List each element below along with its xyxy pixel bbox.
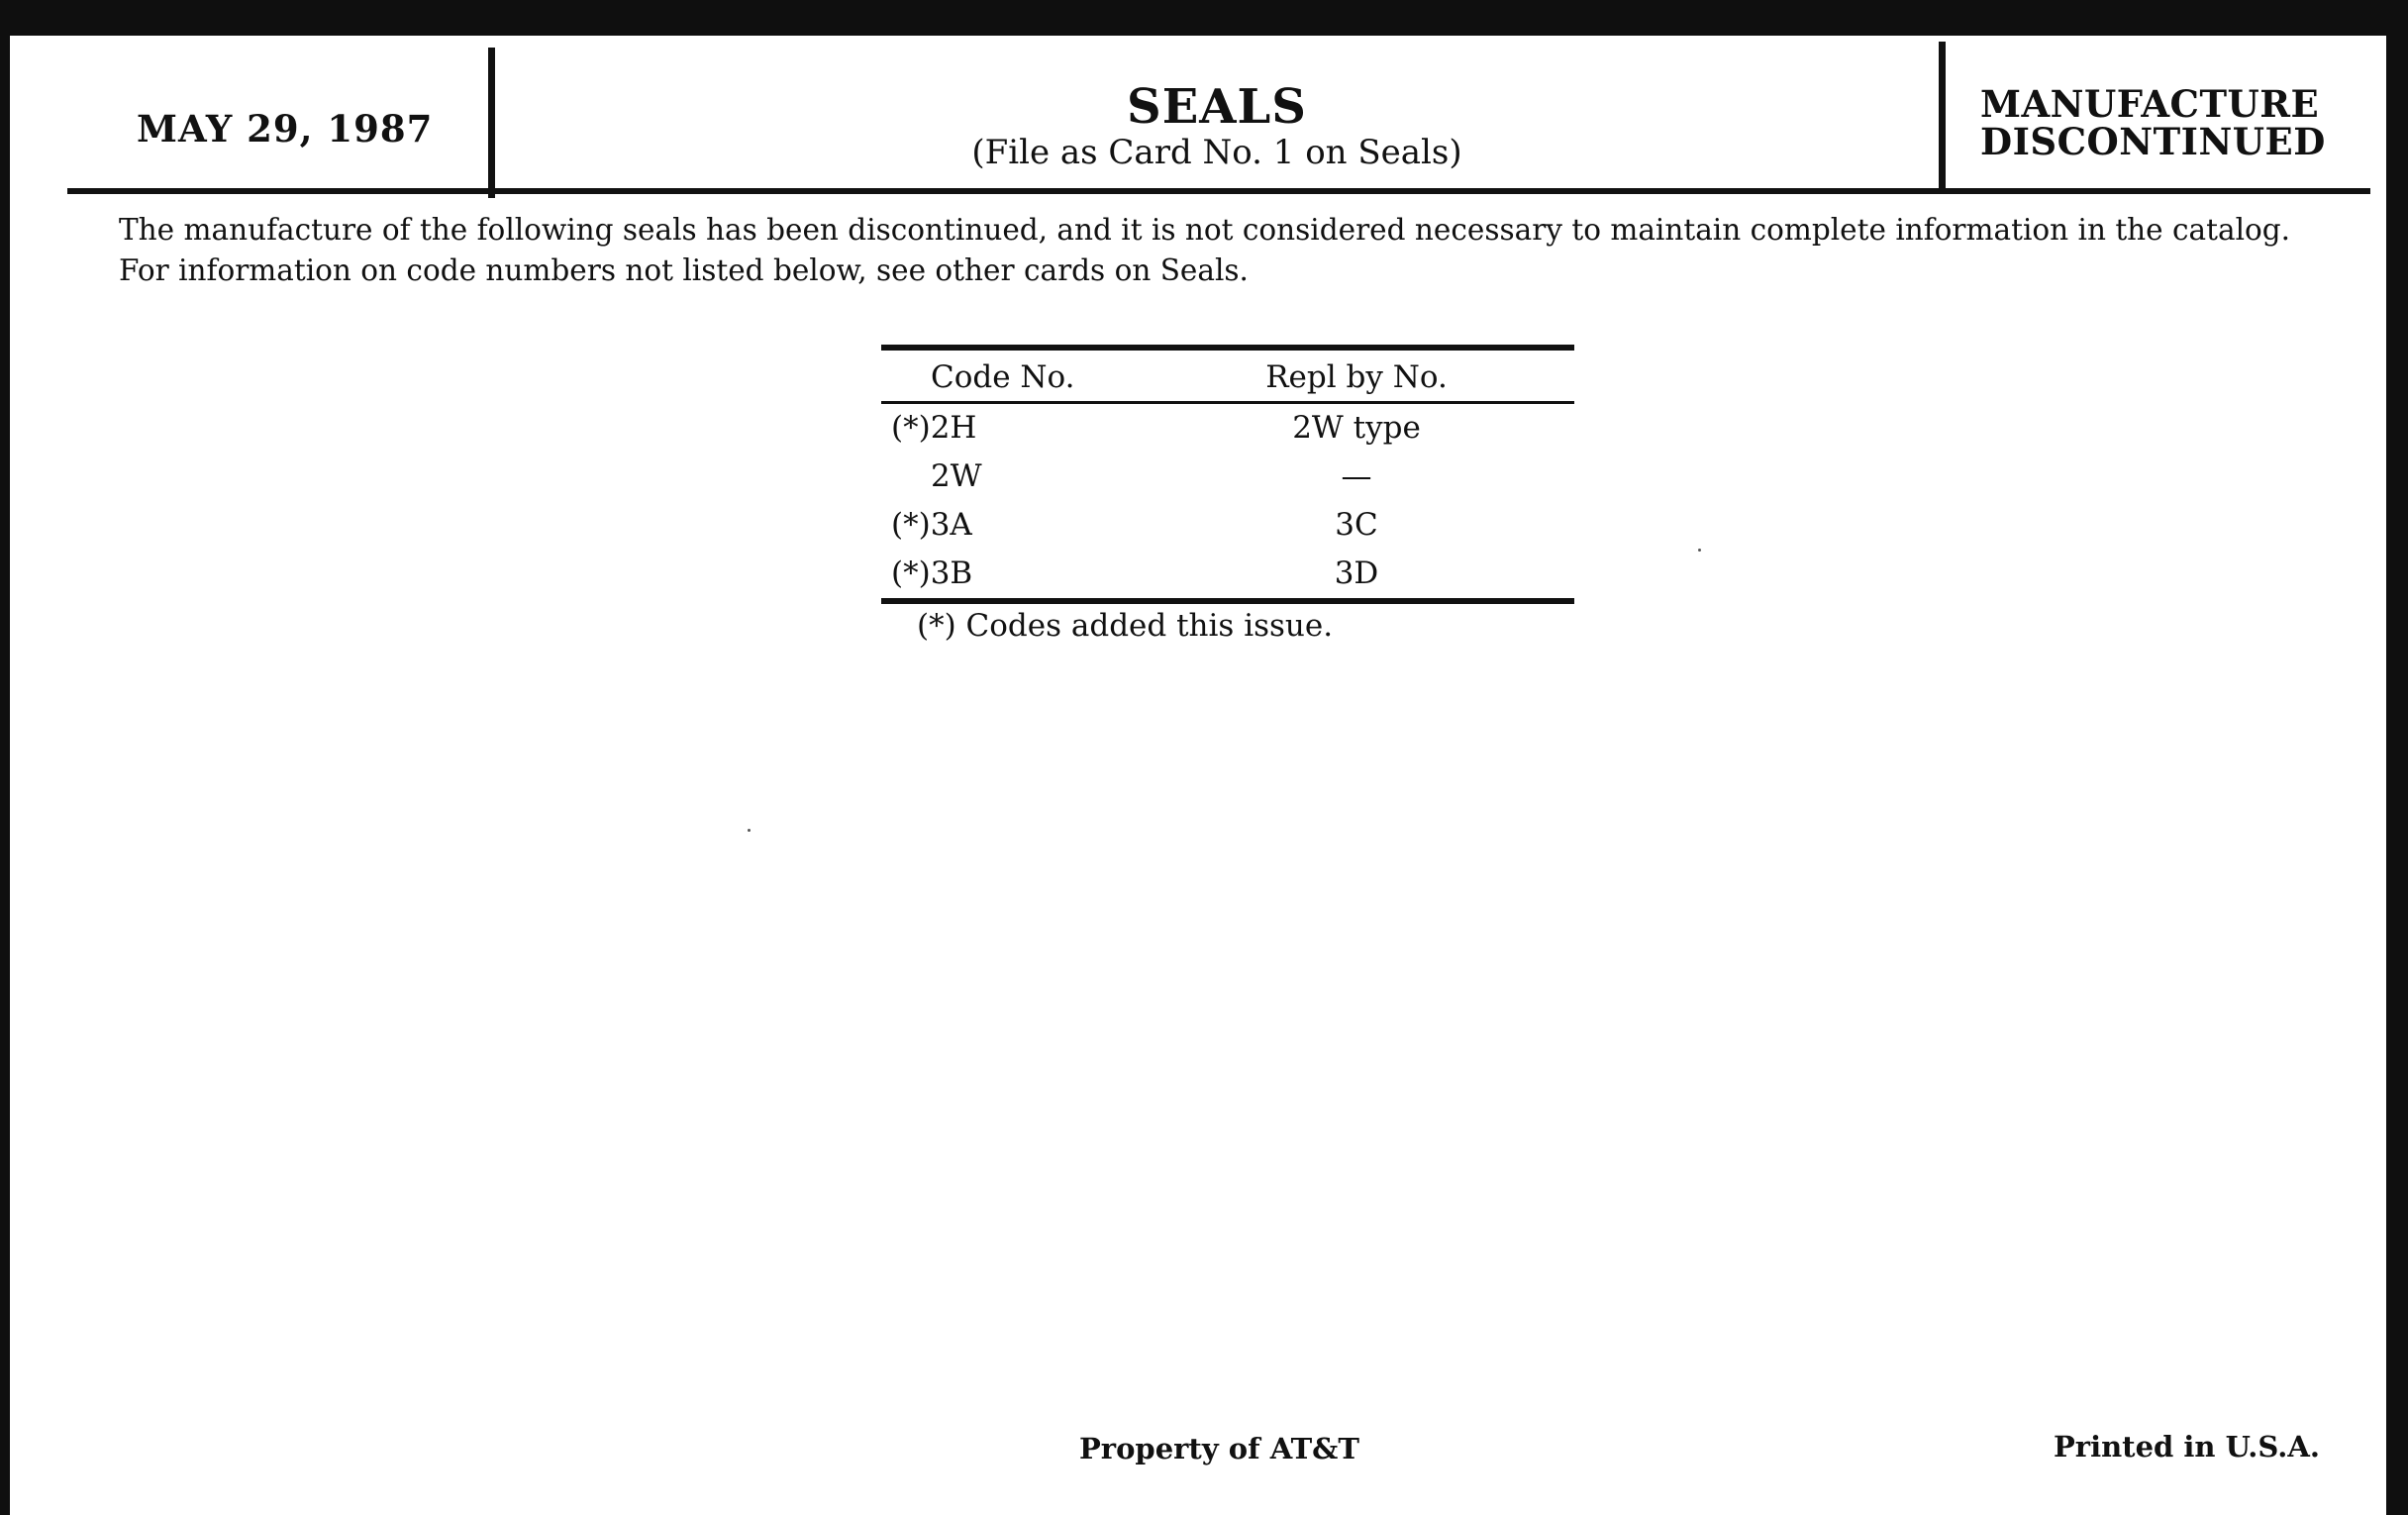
status-line-2: DISCONTINUED: [1980, 120, 2326, 163]
status-line-1: MANUFACTURE: [1980, 82, 2320, 126]
table-footnote: (*) Codes added this issue.: [917, 608, 1334, 644]
repl-cell: 3C: [1335, 507, 1378, 543]
intro-line-2: For information on code numbers not listed below, see other cards on Seals.: [119, 253, 1249, 287]
table-header-row: [881, 351, 1574, 401]
code-cell: (*)3A: [891, 507, 972, 543]
repl-cell: 3D: [1334, 556, 1379, 591]
intro-line-1: The manufacture of the following seals has been discontinued, and it is not considered necessary to maintain complete information in the catalog.: [119, 213, 2291, 247]
column-header-code: Code No.: [931, 359, 1075, 395]
speck: [1698, 549, 1701, 552]
status-label: [1980, 82, 2326, 163]
table-bottom-rule: [881, 598, 1574, 604]
code-cell: (*)2H: [891, 410, 977, 446]
replacement-table: [881, 345, 1574, 646]
repl-cell: 2W type: [1292, 410, 1421, 446]
header-divider-right: [1939, 42, 1946, 192]
speck: [748, 829, 751, 832]
code-cell: (*)3B: [891, 556, 973, 591]
card-title: SEALS: [1127, 79, 1307, 135]
catalog-card: [10, 36, 2386, 1515]
header-rule: [67, 188, 2370, 194]
table-row: [881, 550, 1574, 598]
header-divider-left: [488, 48, 495, 198]
code-cell: 2W: [931, 458, 982, 494]
print-origin: Printed in U.S.A.: [2054, 1430, 2320, 1464]
table-row: [881, 453, 1574, 501]
issue-date: MAY 29, 1987: [137, 107, 434, 151]
column-header-repl: Repl by No.: [1265, 359, 1448, 395]
intro-paragraph: [119, 210, 2357, 291]
card-heading: [495, 81, 1939, 172]
card-subtitle: (File as Card No. 1 on Seals): [971, 133, 1462, 172]
table-row: [881, 404, 1574, 453]
repl-cell: —: [1341, 458, 1372, 494]
ownership-notice: Property of AT&T: [1079, 1432, 1359, 1465]
table-row: [881, 501, 1574, 550]
